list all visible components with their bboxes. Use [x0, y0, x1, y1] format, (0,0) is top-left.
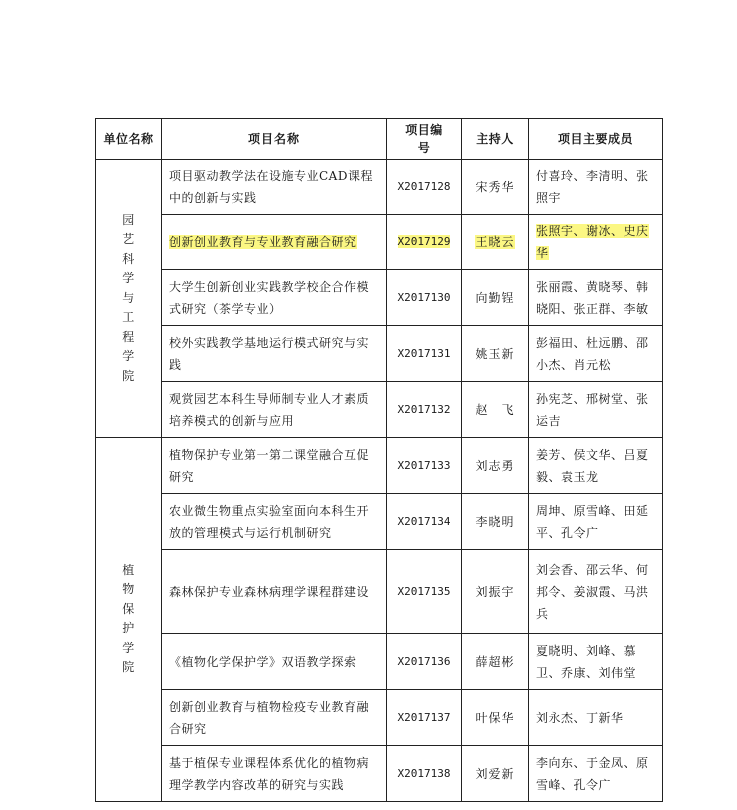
members-cell: 彭福田、杜远鹏、邵小杰、肖元松: [529, 326, 663, 382]
table-row: [96, 215, 663, 270]
project-name-cell: [162, 215, 387, 270]
table-row: [96, 634, 663, 690]
table-row: [96, 160, 663, 215]
project-name-cell: 农业微生物重点实验室面向本科生开放的管理模式与运行机制研究: [162, 494, 387, 550]
project-name-cell: 基于植保专业课程体系优化的植物病理学教学内容改革的研究与实践: [162, 746, 387, 802]
project-name-cell: 森林保护专业森林病理学课程群建设: [162, 550, 387, 634]
members-cell: 李向东、于金凤、原雪峰、孔令广: [529, 746, 663, 802]
project-code-cell: X2017138: [387, 746, 462, 802]
header-row: [96, 119, 663, 160]
host-cell: 向勤锃: [462, 270, 529, 326]
table-row: [96, 550, 663, 634]
highlighted-text: X2017129: [397, 235, 451, 248]
project-name-cell: 校外实践教学基地运行模式研究与实践: [162, 326, 387, 382]
project-code-cell: X2017130: [387, 270, 462, 326]
members-cell: 付喜玲、李清明、张照宇: [529, 160, 663, 215]
project-code-cell: X2017136: [387, 634, 462, 690]
members-cell: 刘永杰、丁新华: [529, 690, 663, 746]
project-name-cell: 项目驱动教学法在设施专业CAD课程中的创新与实践: [162, 160, 387, 215]
table-row: [96, 326, 663, 382]
project-name-cell: 观赏园艺本科生导师制专业人才素质培养模式的创新与应用: [162, 382, 387, 438]
highlighted-text: 张照宇、谢冰、史庆华: [536, 224, 649, 260]
header-unit: 单位名称: [96, 119, 162, 160]
project-name-cell: 大学生创新创业实践教学校企合作模式研究（茶学专业）: [162, 270, 387, 326]
host-cell: 姚玉新: [462, 326, 529, 382]
table-row: [96, 690, 663, 746]
header-project-code: 项目编号: [387, 119, 462, 160]
members-cell: [529, 215, 663, 270]
project-code-cell: X2017132: [387, 382, 462, 438]
project-code-cell: X2017135: [387, 550, 462, 634]
unit-name: 园艺科学与工程学院: [122, 212, 135, 383]
members-cell: 张丽霞、黄晓琴、韩晓阳、张正群、李敏: [529, 270, 663, 326]
project-name-cell: 《植物化学保护学》双语教学探索: [162, 634, 387, 690]
host-cell: 刘志勇: [462, 438, 529, 494]
members-cell: 姜芳、侯文华、吕夏毅、袁玉龙: [529, 438, 663, 494]
members-cell: 夏晓明、刘峰、慕卫、乔康、刘伟堂: [529, 634, 663, 690]
project-code-cell: X2017131: [387, 326, 462, 382]
host-cell: 刘爱新: [462, 746, 529, 802]
projects-table: [95, 118, 663, 802]
highlighted-text: 创新创业教育与专业教育融合研究: [169, 235, 357, 249]
unit-name: 植物保护学院: [122, 562, 135, 675]
project-name-cell: 创新创业教育与植物检疫专业教育融合研究: [162, 690, 387, 746]
host-cell: 李晓明: [462, 494, 529, 550]
table-row: [96, 746, 663, 802]
host-cell: 刘振宇: [462, 550, 529, 634]
members-cell: 刘会香、邵云华、何邦令、姜淑霞、马洪兵: [529, 550, 663, 634]
header-host: 主持人: [462, 119, 529, 160]
members-cell: 孙宪芝、邢树堂、张运吉: [529, 382, 663, 438]
highlighted-text: 王晓云: [475, 235, 515, 249]
table-row: [96, 438, 663, 494]
project-code-cell: X2017134: [387, 494, 462, 550]
host-cell: 宋秀华: [462, 160, 529, 215]
project-code-cell: [387, 215, 462, 270]
unit-cell: [96, 438, 162, 802]
table-row: [96, 382, 663, 438]
project-code-cell: X2017128: [387, 160, 462, 215]
project-code-cell: X2017133: [387, 438, 462, 494]
project-name-cell: 植物保护专业第一第二课堂融合互促研究: [162, 438, 387, 494]
header-members: 项目主要成员: [529, 119, 663, 160]
host-cell: [462, 215, 529, 270]
host-cell: 赵 飞: [462, 382, 529, 438]
table-row: [96, 270, 663, 326]
table-row: [96, 494, 663, 550]
members-cell: 周坤、原雪峰、田延平、孔令广: [529, 494, 663, 550]
host-cell: 薛超彬: [462, 634, 529, 690]
project-code-cell: X2017137: [387, 690, 462, 746]
header-project-name: 项目名称: [162, 119, 387, 160]
unit-cell: [96, 160, 162, 438]
host-cell: 叶保华: [462, 690, 529, 746]
